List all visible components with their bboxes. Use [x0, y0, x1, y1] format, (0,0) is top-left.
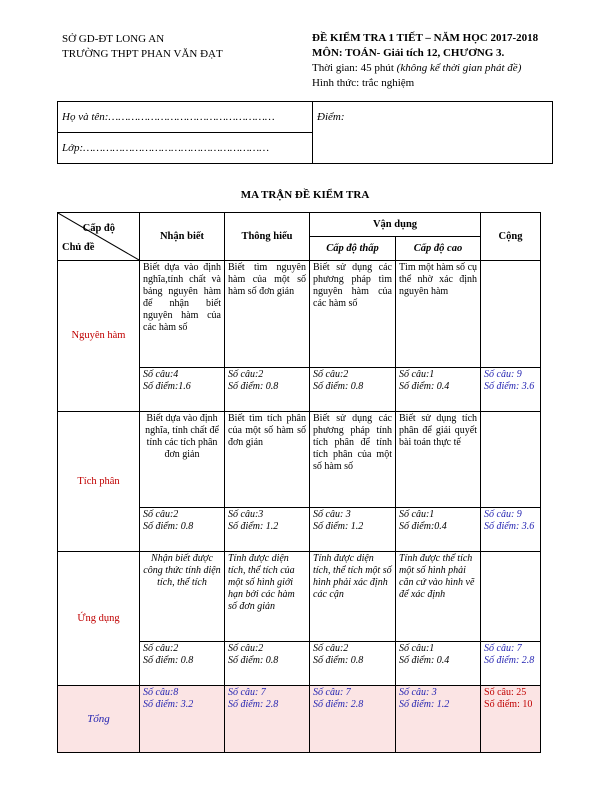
point-count: Số điểm: 0.8 — [143, 521, 194, 532]
total-score-cell — [310, 686, 396, 753]
score-cell — [310, 368, 396, 412]
score-field[interactable] — [313, 102, 553, 164]
score-cell — [225, 642, 310, 686]
topic-nguyen-ham: Nguyên hàm — [58, 261, 140, 412]
question-count: Số câu:8 — [143, 687, 179, 698]
header-nhan-biet: Nhận biết — [140, 213, 225, 261]
score-cell — [140, 368, 225, 412]
desc-cell: Tính được diện tích, thể tích của một số hình giới hạn bởi các hàm số đơn giản — [225, 552, 310, 642]
matrix-title: MA TRẬN ĐỀ KIỂM TRA — [240, 189, 370, 201]
desc-cell: Tính được diện tích, thể tích một số hình phải xác định các cận — [310, 552, 396, 642]
question-count: Số câu:1 — [399, 369, 435, 380]
header-thong-hieu: Thông hiểu — [225, 213, 310, 261]
question-count: Số câu:2 — [313, 643, 349, 654]
question-count: Số câu:2 — [228, 643, 264, 654]
student-name-field[interactable] — [58, 102, 313, 133]
topic-ung-dung: Ứng dụng — [58, 552, 140, 686]
grand-total-questions: Số câu: 25 — [484, 687, 527, 698]
total-points: Số điểm: 2.8 — [484, 655, 535, 666]
question-count: Số câu: 7 — [313, 687, 351, 698]
desc-cell: Biết dựa vào định nghĩa,tính chất và bảng nguyên hàm để nhận biết nguyên hàm của các hàm số — [140, 261, 225, 368]
point-count: Số điểm: 0.8 — [313, 655, 364, 666]
score-label: Điểm: — [317, 111, 345, 123]
point-count: Số điểm: 2.8 — [313, 699, 364, 710]
score-cell — [396, 642, 481, 686]
question-count: Số câu:3 — [228, 509, 264, 520]
point-count: Số điểm: 1.2 — [228, 521, 279, 532]
exam-time-note: (không kể thời gian phát đề) — [396, 62, 522, 74]
question-count: Số câu:1 — [399, 643, 435, 654]
score-cell — [310, 508, 396, 552]
desc-cell: Tính được thể tích một số hình phải căn cứ vào hình vẽ để xác định — [396, 552, 481, 642]
topic-tich-phan: Tích phân — [58, 412, 140, 552]
exam-header — [312, 31, 538, 91]
row-total-cell — [481, 508, 541, 552]
exam-time — [312, 61, 538, 76]
header-cap-do-thap: Cấp độ thấp — [310, 237, 396, 261]
question-count: Số câu:2 — [143, 509, 179, 520]
header-cap-do-cao: Cấp độ cao — [396, 237, 481, 261]
row-total-cell — [481, 368, 541, 412]
table-row — [58, 552, 541, 642]
total-questions: Số câu: 9 — [484, 369, 522, 380]
matrix-corner-cell — [58, 213, 140, 261]
desc-cell: Biết tìm nguyên hàm của một số hàm số đơn giản — [225, 261, 310, 368]
total-score-cell — [396, 686, 481, 753]
total-score-cell — [140, 686, 225, 753]
total-row — [58, 686, 541, 753]
point-count: Số điểm: 3.2 — [143, 699, 194, 710]
desc-cell: Biết sử dụng các phương pháp tính tích phân để tính tích phân của một số hàm số — [310, 412, 396, 508]
table-row — [58, 412, 541, 508]
exam-subject: MÔN: TOÁN- Giải tích 12, CHƯƠNG 3. — [312, 47, 505, 59]
question-count: Số câu:2 — [228, 369, 264, 380]
total-questions: Số câu: 7 — [484, 643, 522, 654]
point-count: Số điểm: 0.4 — [399, 655, 450, 666]
exam-time-label: Thời gian: 45 phút — [312, 62, 394, 74]
header-cong: Cộng — [481, 213, 541, 261]
empty-cell — [481, 412, 541, 508]
class-field[interactable] — [58, 133, 313, 164]
score-cell — [225, 508, 310, 552]
exam-matrix-table — [57, 212, 541, 753]
point-count: Số điểm:1.6 — [143, 381, 191, 392]
table-row — [58, 261, 541, 368]
desc-cell: Tìm một hàm số cụ thể nhờ xác định nguyên hàm — [396, 261, 481, 368]
student-name-label: Họ và tên:…………………………………………… — [62, 111, 275, 123]
total-row-label: Tổng — [58, 686, 140, 753]
point-count: Số điểm:0.4 — [399, 521, 447, 532]
class-label: Lớp:………………………………………………… — [62, 142, 269, 154]
question-count: Số câu: 3 — [313, 509, 351, 520]
school-header — [62, 32, 223, 62]
question-count: Số câu: 7 — [228, 687, 266, 698]
question-count: Số câu:4 — [143, 369, 179, 380]
header-van-dung: Vận dụng — [310, 213, 481, 237]
total-points: Số điểm: 3.6 — [484, 521, 535, 532]
empty-cell — [481, 261, 541, 368]
point-count: Số điểm: 0.8 — [143, 655, 194, 666]
row-total-cell — [481, 642, 541, 686]
score-cell — [225, 368, 310, 412]
desc-cell: Nhận biết được công thức tính diện tích, thể tích — [140, 552, 225, 642]
point-count: Số điểm: 0.8 — [228, 655, 279, 666]
grand-total-cell — [481, 686, 541, 753]
exam-format: Hình thức: trắc nghiệm — [312, 77, 415, 89]
total-questions: Số câu: 9 — [484, 509, 522, 520]
corner-level-label: Cấp độ — [82, 223, 115, 234]
question-count: Số câu: 3 — [399, 687, 437, 698]
total-score-cell — [225, 686, 310, 753]
desc-cell: Biết sử dụng tích phân để giải quyết bài toán thực tế — [396, 412, 481, 508]
question-count: Số câu:2 — [143, 643, 179, 654]
exam-title: ĐỀ KIỂM TRA 1 TIẾT – NĂM HỌC 2017-2018 — [312, 32, 539, 44]
point-count: Số điểm: 2.8 — [228, 699, 279, 710]
department-name: SỞ GD-ĐT LONG AN — [62, 33, 165, 45]
score-cell — [310, 642, 396, 686]
grand-total-points: Số điểm: 10 — [484, 699, 533, 710]
desc-cell: Biết sử dụng các phương pháp tìm nguyên hàm của các hàm số — [310, 261, 396, 368]
desc-cell: Biết tìm tích phân của một số hàm số đơn giản — [225, 412, 310, 508]
score-cell — [140, 642, 225, 686]
corner-topic-label: Chủ đề — [62, 242, 95, 253]
score-cell — [396, 508, 481, 552]
school-name: TRƯỜNG THPT PHAN VĂN ĐẠT — [62, 48, 223, 60]
point-count: Số điểm: 1.2 — [399, 699, 450, 710]
desc-cell: Biết dựa vào định nghĩa, tính chất để tính các tích phân đơn giản — [140, 412, 225, 508]
point-count: Số điểm: 1.2 — [313, 521, 364, 532]
total-points: Số điểm: 3.6 — [484, 381, 535, 392]
point-count: Số điểm: 0.8 — [228, 381, 279, 392]
score-cell — [396, 368, 481, 412]
question-count: Số câu:2 — [313, 369, 349, 380]
score-cell — [140, 508, 225, 552]
empty-cell — [481, 552, 541, 642]
point-count: Số điểm: 0.8 — [313, 381, 364, 392]
student-info-box — [57, 101, 553, 164]
point-count: Số điểm: 0.4 — [399, 381, 450, 392]
question-count: Số câu:1 — [399, 509, 435, 520]
